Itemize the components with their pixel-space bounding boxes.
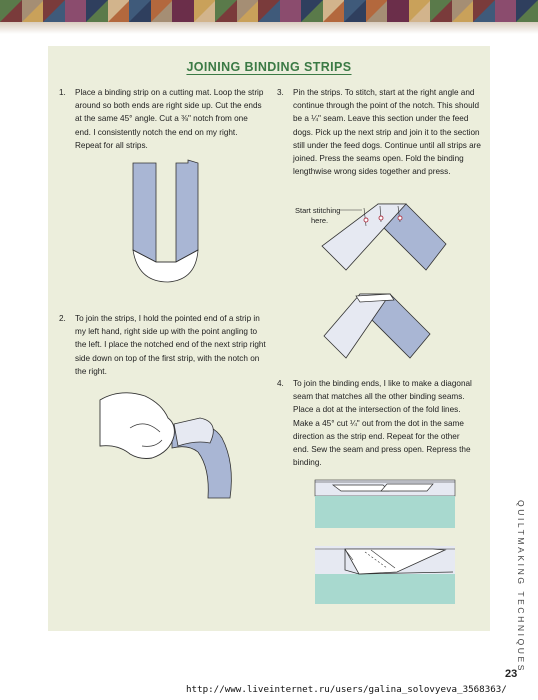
quilt-block [473, 0, 495, 22]
quilt-triangle [344, 0, 366, 22]
quilt-triangle [495, 0, 517, 22]
quilt-triangle [473, 0, 495, 22]
step-4-number: 4. [277, 379, 284, 388]
quilt-triangle [387, 0, 409, 22]
quilt-block [22, 0, 44, 22]
illustration-hand-holding-strip [100, 388, 240, 498]
quilt-block [108, 0, 130, 22]
step-3-text: Pin the strips. To stitch, start at the right angle and continue through the point of the notch. This should be a ¼" seam. Leave this section under the feed dogs. Pick up the next strip and join it to the section still under the feed dogs. Continue until all strips are joined. Press the seams open. Fold the binding lengthwise wrong sides together and press. [293, 88, 481, 177]
quilt-block [344, 0, 366, 22]
step-2-number: 2. [59, 314, 66, 323]
quilt-block [129, 0, 151, 22]
quilt-block [43, 0, 65, 22]
quilt-block [280, 0, 302, 22]
quilt-triangle [516, 0, 538, 22]
quilt-triangle [151, 0, 173, 22]
step-2-text: To join the strips, I hold the pointed end of a strip in my left hand, right side up with the point angling to the left. I place the notched end of the next strip right side down on top of the first strip, with the notch on the right. [75, 314, 266, 376]
quilt-block [215, 0, 237, 22]
quilt-triangle [172, 0, 194, 22]
quilt-triangle [409, 0, 431, 22]
quilt-triangle [0, 0, 22, 22]
quilt-triangle [452, 0, 474, 22]
quilt-triangle [22, 0, 44, 22]
step-2 [59, 312, 267, 378]
step-3 [277, 86, 483, 178]
quilt-block [452, 0, 474, 22]
quilt-triangle [86, 0, 108, 22]
quilt-block [495, 0, 517, 22]
quilt-triangle [280, 0, 302, 22]
step-1-number: 1. [59, 88, 66, 97]
quilt-triangle [430, 0, 452, 22]
quilt-triangle [65, 0, 87, 22]
section-side-label [514, 500, 528, 674]
quilt-block [516, 0, 538, 22]
quilt-block [86, 0, 108, 22]
step-4 [277, 377, 473, 469]
quilt-block [258, 0, 280, 22]
quilt-triangle [258, 0, 280, 22]
quilt-block [409, 0, 431, 22]
page-title: JOINING BINDING STRIPS [186, 60, 352, 74]
step-1-text: Place a binding strip on a cutting mat. Loop the strip around so both ends are right side up. Cut the ends at the same 45° angle. Cut a ⅜" notch from one end. I consistently notch the end on my right. Repeat for all strips. [75, 88, 264, 150]
quilt-triangle [323, 0, 345, 22]
footer-url: http://www.liveinternet.ru/users/galina_solovyeva_3568363/ [186, 684, 507, 695]
start-stitching-label [295, 206, 340, 226]
quilt-triangle [108, 0, 130, 22]
quilt-triangle [129, 0, 151, 22]
quilt-block [237, 0, 259, 22]
illustration-diagonal-seam [315, 546, 455, 604]
quilt-block [430, 0, 452, 22]
page-number: 23 [505, 668, 518, 680]
illustration-pressed-seam [320, 292, 450, 362]
quilt-triangle [301, 0, 323, 22]
start-stitching-label-line-1: Start stitching [295, 206, 341, 215]
section-side-label-text: QUILTMAKING TECHNIQUES [516, 500, 526, 674]
step-4-text: To join the binding ends, I like to make a diagonal seam that matches all the other binding seams. Place a dot at the intersection of the fold lines. Make a 45° cut ¼" out from the dot in the same direction as the strip end. Repeat for the other end. Sew the seam and press open. Repress the binding. [293, 379, 472, 468]
quilt-block [65, 0, 87, 22]
quilt-border-strip [0, 0, 538, 22]
start-stitching-label-line-2: here. [311, 216, 329, 225]
quilt-triangle [366, 0, 388, 22]
illustration-binding-ends [315, 480, 455, 528]
illustration-strip-loop [128, 160, 218, 280]
quilt-block [0, 0, 22, 22]
quilt-triangle [194, 0, 216, 22]
quilt-block [387, 0, 409, 22]
step-3-number: 3. [277, 88, 284, 97]
quilt-triangle [215, 0, 237, 22]
quilt-triangle [43, 0, 65, 22]
quilt-triangle [237, 0, 259, 22]
quilt-block [301, 0, 323, 22]
quilt-block [172, 0, 194, 22]
quilt-block [194, 0, 216, 22]
quilt-block [151, 0, 173, 22]
step-1 [59, 86, 265, 152]
quilt-block [323, 0, 345, 22]
quilt-border-fade [0, 22, 538, 34]
quilt-block [366, 0, 388, 22]
